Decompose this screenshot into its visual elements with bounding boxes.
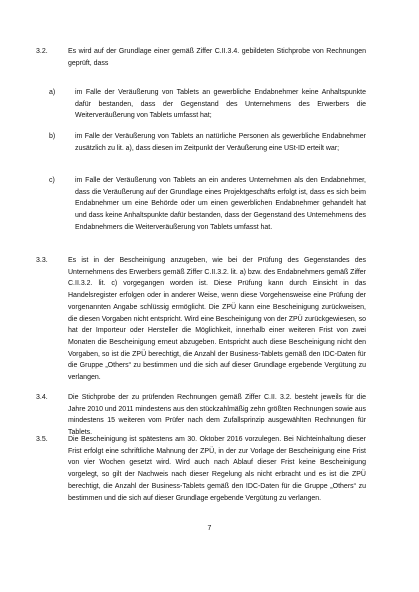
- list-item-text: im Falle der Veräußerung von Tablets an natürliche Personen als gewerbliche Endabnehmer zusätzlich zu lit. a), dass diesen im Zeitpunkt der Veräußerung eine USt-ID erteilt war;: [75, 133, 366, 152]
- list-item-a: [49, 87, 366, 122]
- section-number: 3.2.: [36, 48, 48, 55]
- section-3-5: [36, 434, 366, 504]
- section-number: 3.3.: [36, 257, 48, 264]
- section-3-3: [36, 255, 366, 384]
- section-number: 3.4.: [36, 394, 48, 401]
- list-item-letter: a): [49, 89, 56, 96]
- page-number: 7: [207, 525, 212, 532]
- list-item-b: [49, 131, 366, 154]
- list-item-c: [49, 175, 366, 234]
- list-item-text: im Falle der Veräußerung von Tablets an gewerbliche Endabnehmer keine Anhaltspunkte dafür bestanden, dass der Gegenstand des Unternehmens des Erwerbers die Weiterveräußerung von Tablets umfasst hat;: [75, 89, 366, 120]
- list-item-text: im Falle der Veräußerung von Tablets an ein anderes Unternehmen als den Endabnehmer, dass die Veräußerung auf der Grundlage eines Projektgeschäfts erfolgt ist, dass es sich beim Endabnehmer um eine Behörde oder um einen gewerblichen Endabnehmer gehandelt hat und dass keine Anhaltspunkte dafür bestanden, dass der Gegenstand des Unternehmens des Endabnehmers die Weiterveräußerung von Tablets umfasst hat.: [75, 177, 366, 231]
- section-text: Die Bescheinigung ist spätestens am 30. Oktober 2016 vorzulegen. Bei Nichteinhaltung dieser Frist erfolgt eine schriftliche Mahnung der ZPÜ, in der zur Vorlage der Bescheinigung eine Frist von vier Wochen gesetzt wird. Wird auch nach Ablauf dieser Frist keine Bescheinigung vorgelegt, so gilt der Nachweis nach dieser Regelung als nicht erbracht und es ist die ZPÜ berechtigt, die Anzahl der Business-Tablets gemäß den IDC-Daten für die Gruppe „Others“ zu bestimmen und die sich auf dieser Grundlage ergebende Vergütung zu verlangen.: [68, 436, 366, 502]
- list-item-letter: b): [49, 133, 56, 140]
- section-text: Es ist in der Bescheinigung anzugeben, wie bei der Prüfung des Gegenstandes des Unternehmens des Erwerbers gemäß Ziffer C.II.3.2. lit. a) bzw. des Endabnehmers gemäß Ziffer C.II.3.2. lit. c) vorgegangen worden ist. Diese Prüfung kann durch Einsicht in das Handelsregister erfolgen oder in anderer Weise, wenn diese Vorgehensweise eine Prüfung der vorgenannten Angabe schlüssig ermöglicht. Die ZPÜ kann eine Bescheinigung zurückweisen, die diesen Vorgaben nicht entspricht. Wird eine Bescheinigung von der ZPÜ zurückgewiesen, so hat der Importeur oder Hersteller die Möglichkeit, innerhalb einer weiteren Frist von zwei Monaten die Bescheinigung erneut abzugeben. Entspricht auch diese Bescheinigung nicht den Vorgaben, so ist die ZPÜ berechtigt, die Anzahl der Business-Tablets gemäß den IDC-Daten für die Gruppe „Others“ zu bestimmen und die sich auf dieser Grundlage ergebende Vergütung zu verlangen.: [68, 257, 366, 382]
- section-text: Die Stichprobe der zu prüfenden Rechnungen gemäß Ziffer C.II. 3.2. besteht jeweils für die Jahre 2010 und 2011 mindestens aus den stückzahlmäßig zehn größten Rechnungen sowie aus mindestens 15 weiteren vom Prüfer nach dem Zufallsprinzip ausgewählten Rechnungen für Tablets.: [68, 394, 366, 437]
- section-text: Es wird auf der Grundlage einer gemäß Ziffer C.II.3.4. gebildeten Stichprobe von Rechnungen geprüft, dass: [68, 48, 366, 67]
- section-3-2: [36, 46, 366, 69]
- section-3-4: [36, 392, 366, 439]
- list-item-letter: c): [49, 177, 55, 184]
- section-number: 3.5.: [36, 436, 48, 443]
